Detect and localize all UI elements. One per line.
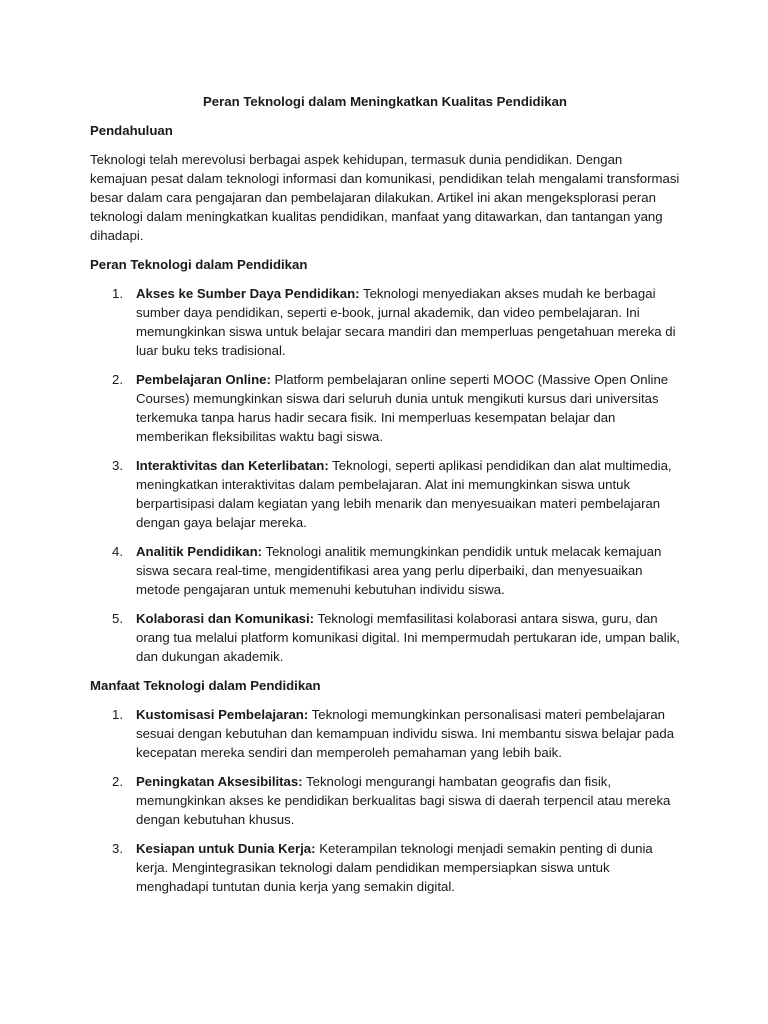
list-term: Interaktivitas dan Keterlibatan: [136, 458, 329, 473]
list-item [90, 456, 680, 532]
intro-paragraph: Teknologi telah merevolusi berbagai aspek kehidupan, termasuk dunia pendidikan. Dengan kemajuan pesat dalam teknologi informasi dan komunikasi, pendidikan telah mengalami transformasi besar dalam cara pengajaran dan pembelajaran dilakukan. Artikel ini akan mengeksplorasi peran teknologi dalam meningkatkan kualitas pendidikan, manfaat yang ditawarkan, dan tantangan yang dihadapi. [90, 152, 680, 243]
list-term: Kesiapan untuk Dunia Kerja: [136, 841, 316, 856]
list-text: Keterampilan teknologi menjadi semakin penting di dunia kerja. Mengintegrasikan teknologi dalam pendidikan mempersiapkan siswa untuk menghadapi tuntutan dunia kerja yang semakin digital. [136, 841, 653, 894]
list-item [90, 542, 680, 599]
list-text: Teknologi menyediakan akses mudah ke berbagai sumber daya pendidikan, seperti e-book, jurnal akademik, dan video pembelajaran. Ini memungkinkan siswa untuk belajar secara mandiri dan memperluas pengetahuan mereka di luar buku teks tradisional. [136, 286, 676, 358]
list-number: 2. [112, 774, 123, 789]
list-text: Platform pembelajaran online seperti MOOC (Massive Open Online Courses) memungkinkan siswa dari seluruh dunia untuk mengikuti kursus dari universitas terkemuka tanpa harus hadir secara fisik. Ini memperluas kesempatan belajar dan memberikan fleksibilitas waktu bagi siswa. [136, 372, 669, 444]
list-item [90, 609, 680, 666]
list-term: Pembelajaran Online: [136, 372, 271, 387]
list-item [90, 705, 680, 762]
list-item [90, 284, 680, 360]
list-term: Kolaborasi dan Komunikasi: [136, 611, 315, 626]
list-item [90, 370, 680, 446]
list-term: Peningkatan Aksesibilitas: [136, 774, 303, 789]
list-number: 2. [112, 372, 123, 387]
heading-benefits: Manfaat Teknologi dalam Pendidikan [90, 678, 321, 693]
list-number: 5. [112, 611, 123, 626]
roles-list [90, 284, 680, 666]
heading-roles: Peran Teknologi dalam Pendidikan [90, 257, 308, 272]
list-term: Akses ke Sumber Daya Pendidikan: [136, 286, 360, 301]
list-text: Teknologi mengurangi hambatan geografis dan fisik, memungkinkan akses ke pendidikan berkualitas bagi siswa di daerah terpencil atau mereka dengan kebutuhan khusus. [136, 774, 671, 827]
list-number: 4. [112, 544, 123, 559]
list-number: 1. [112, 286, 123, 301]
list-text: Teknologi, seperti aplikasi pendidikan dan alat multimedia, meningkatkan interaktivitas dalam pembelajaran. Alat ini memungkinkan siswa untuk berpartisipasi dalam kegiatan yang lebih menarik dan menyesuaikan materi pembelajaran dengan gaya belajar mereka. [136, 458, 672, 530]
benefits-list [90, 705, 680, 896]
list-number: 1. [112, 707, 123, 722]
list-term: Analitik Pendidikan: [136, 544, 263, 559]
heading-intro: Pendahuluan [90, 123, 173, 138]
list-number: 3. [112, 841, 123, 856]
list-item [90, 839, 680, 896]
list-text: Teknologi memfasilitasi kolaborasi antara siswa, guru, dan orang tua melalui platform komunikasi digital. Ini mempermudah pertukaran ide, umpan balik, dan dukungan akademik. [136, 611, 680, 664]
document-title: Peran Teknologi dalam Meningkatkan Kualitas Pendidikan [203, 94, 567, 109]
list-text: Teknologi memungkinkan personalisasi materi pembelajaran sesuai dengan kebutuhan dan kemampuan individu siswa. Ini membantu siswa belajar pada kecepatan mereka sendiri dan memperoleh pemahaman yang lebih baik. [136, 707, 675, 760]
list-term: Kustomisasi Pembelajaran: [136, 707, 309, 722]
list-text: Teknologi analitik memungkinkan pendidik untuk melacak kemajuan siswa secara real-time, mengidentifikasi area yang perlu diperbaiki, dan menyesuaikan metode pengajaran untuk memenuhi kebutuhan individu siswa. [136, 544, 662, 597]
list-item [90, 772, 680, 829]
list-number: 3. [112, 458, 123, 473]
